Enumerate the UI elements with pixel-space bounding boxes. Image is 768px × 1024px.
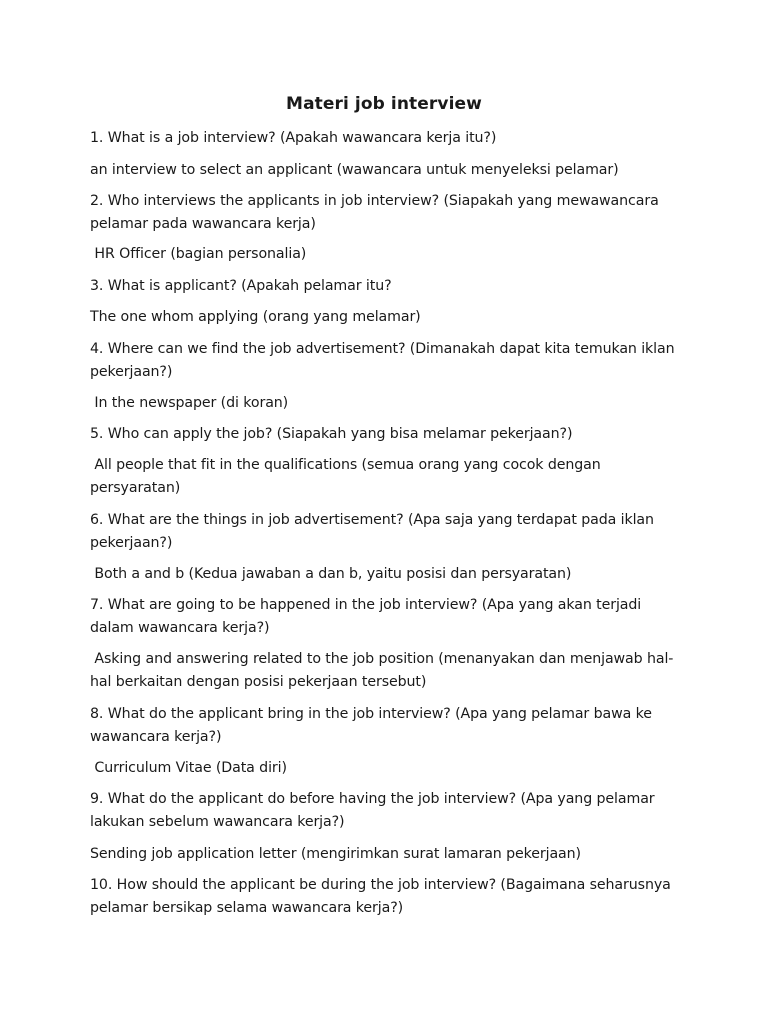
document-title: Materi job interview [286, 94, 482, 114]
question-6-line-1: 6. What are the things in job advertisement? (Apa saja yang terdapat pada iklan [90, 512, 654, 528]
question-5: 5. Who can apply the job? (Siapakah yang bisa melamar pekerjaan?) [90, 426, 573, 442]
answer-5-line-1: All people that fit in the qualifications (semua orang yang cocok dengan [90, 457, 601, 473]
question-4-line-2: pekerjaan?) [90, 364, 173, 380]
answer-4: In the newspaper (di koran) [90, 395, 289, 411]
question-8-line-1: 8. What do the applicant bring in the job interview? (Apa yang pelamar bawa ke [90, 706, 652, 722]
question-1: 1. What is a job interview? (Apakah wawancara kerja itu?) [90, 130, 497, 146]
answer-7-line-2: hal berkaitan dengan posisi pekerjaan tersebut) [90, 674, 427, 690]
answer-2: HR Officer (bagian personalia) [90, 246, 307, 262]
question-3: 3. What is applicant? (Apakah pelamar itu? [90, 278, 392, 294]
answer-9: Sending job application letter (mengirimkan surat lamaran pekerjaan) [90, 846, 581, 862]
answer-1: an interview to select an applicant (wawancara untuk menyeleksi pelamar) [90, 162, 619, 178]
question-10-line-2: pelamar bersikap selama wawancara kerja?) [90, 900, 404, 916]
question-4-line-1: 4. Where can we find the job advertisement? (Dimanakah dapat kita temukan iklan [90, 341, 675, 357]
answer-5-line-2: persyaratan) [90, 480, 181, 496]
question-6-line-2: pekerjaan?) [90, 535, 173, 551]
question-2-line-2: pelamar pada wawancara kerja) [90, 216, 316, 232]
answer-7-line-1: Asking and answering related to the job position (menanyakan dan menjawab hal- [90, 651, 674, 667]
question-8-line-2: wawancara kerja?) [90, 729, 222, 745]
question-7-line-2: dalam wawancara kerja?) [90, 620, 270, 636]
question-7-line-1: 7. What are going to be happened in the job interview? (Apa yang akan terjadi [90, 597, 642, 613]
answer-3: The one whom applying (orang yang melamar) [90, 309, 421, 325]
question-2-line-1: 2. Who interviews the applicants in job interview? (Siapakah yang mewawancara [90, 193, 659, 209]
answer-6: Both a and b (Kedua jawaban a dan b, yaitu posisi dan persyaratan) [90, 566, 572, 582]
question-9-line-2: lakukan sebelum wawancara kerja?) [90, 814, 345, 830]
question-10-line-1: 10. How should the applicant be during the job interview? (Bagaimana seharusnya [90, 877, 671, 893]
answer-8: Curriculum Vitae (Data diri) [90, 760, 287, 776]
question-9-line-1: 9. What do the applicant do before having the job interview? (Apa yang pelamar [90, 791, 655, 807]
